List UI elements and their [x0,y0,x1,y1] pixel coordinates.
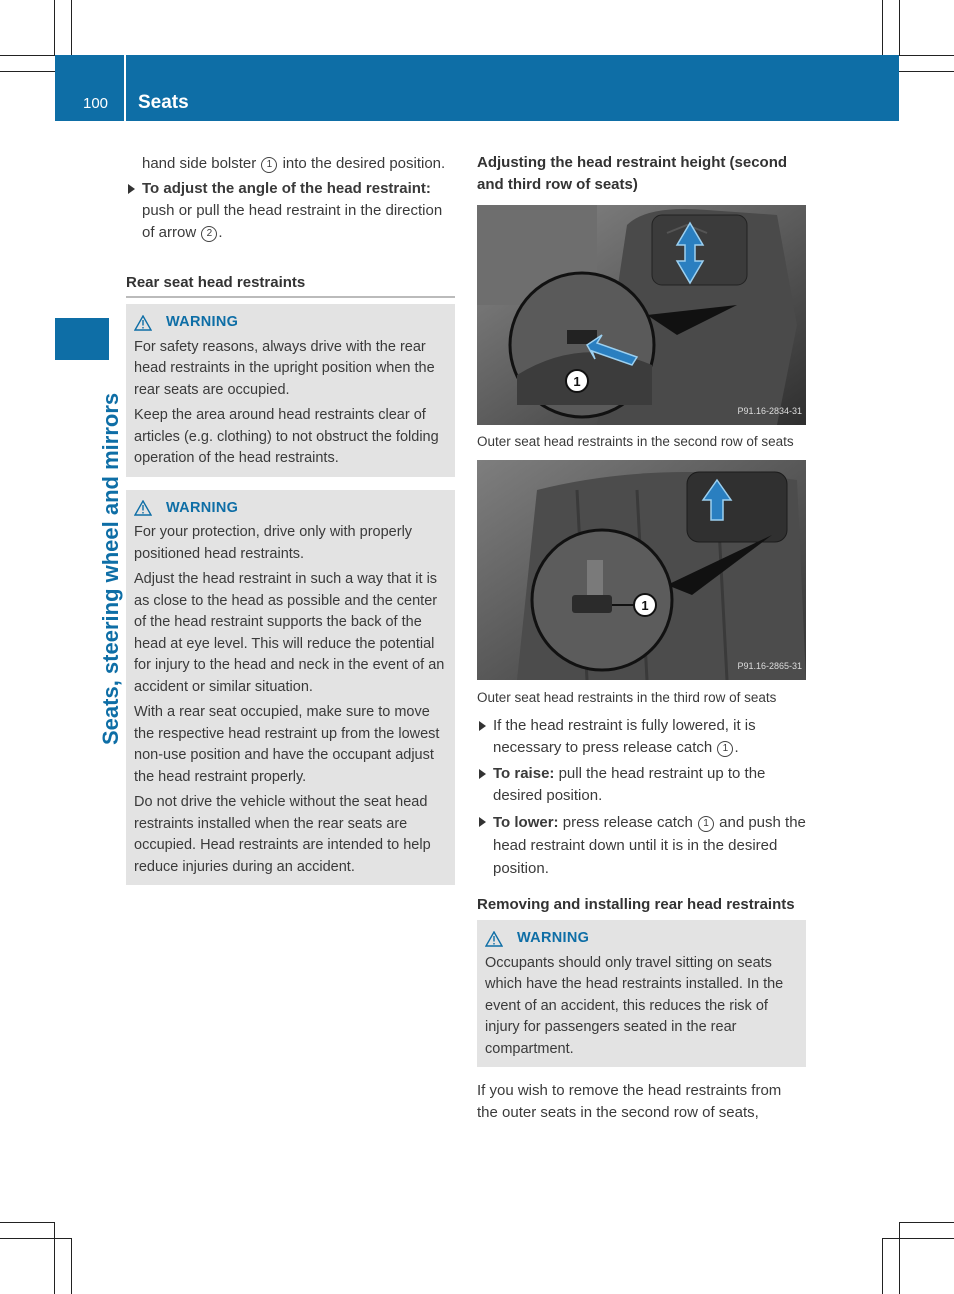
step-text: push or pull the head restraint in the direction of arrow [142,202,443,241]
page-number: 100 [83,95,109,112]
warning-box-3 [477,920,806,1067]
crop-mark [71,0,72,56]
crop-mark [899,1222,954,1223]
warning-icon [134,315,152,331]
callout-1: 1 [717,741,733,757]
crop-mark [54,1222,55,1294]
rear-heading [126,272,455,298]
warning-label: WARNING [517,930,590,946]
warning-box-1 [126,304,455,477]
callout-number: 1 [573,374,581,389]
intro-paragraph [126,153,455,175]
crop-mark [0,1238,72,1239]
crop-mark [54,0,55,56]
rear-heading-text: Rear seat head restraints [126,274,306,291]
warning-text: Do not drive the vehicle without the seat head restraints installed when the rear seats are occupied. Head restraints are intended to help reduce injuries during an accident. [134,794,431,875]
step-label: To adjust the angle of the head restraint: [142,180,431,197]
step-fully-lowered [477,715,806,759]
warning-text: Occupants should only travel sitting on seats which have the head restraints installed. In the event of an accident, this reduces the risk of injury for passengers seated in the rear compartment. [485,954,784,1057]
warning-text: Adjust the head restraint in such a way that it is as close to the head as possible and the center of the head restraint supports the back of the head at eye level. This will reduce the potential for injury to the head and neck in the event of an accident or similar situation. [134,571,445,695]
crop-mark [899,1222,900,1294]
figure-third-row [477,460,806,680]
step-text: press release catch [558,814,697,831]
callout-marker [634,594,656,616]
crop-mark [899,71,954,72]
header-divider [124,55,126,121]
warning-header [134,312,447,334]
remove-heading: Removing and installing rear head restraints [477,896,795,913]
step-text-end: and push the head restraint down until it is in the desired position. [493,814,806,877]
page-header [55,55,899,121]
step-raise [477,763,806,807]
crop-mark [882,1238,883,1294]
step-label: To lower: [493,814,559,831]
crop-mark [882,0,883,56]
crop-mark [899,55,954,56]
warning-text: For safety reasons, always drive with the rear head restraints in the upright position when the rear seats are occupied. [134,338,435,398]
step-text: If the head restraint is fully lowered, it is necessary to press release catch [493,717,756,756]
warning-text: For your protection, drive only with properly positioned head restraints. [134,524,413,562]
right-column [477,152,806,1124]
height-heading: Adjusting the head restraint height (second and third row of seats) [477,154,788,193]
chapter-title: Seats, steering wheel and mirrors [98,392,123,745]
warning-label: WARNING [166,499,239,516]
step-adjust-angle [126,178,455,244]
crop-mark [0,71,55,72]
closing-paragraph: If you wish to remove the head restraints from the outer seats in the second row of seats, [477,1082,782,1121]
intro-text: hand side bolster [142,155,261,172]
figure-caption: Outer seat head restraints in the third row of seats [477,690,777,705]
warning-label: WARNING [166,314,239,330]
step-text-end: . [218,224,223,241]
seat-illustration [477,205,806,425]
left-column [126,153,455,885]
crop-mark [899,0,900,56]
crop-mark [882,1238,954,1239]
figure-second-row [477,205,806,425]
warning-text: Keep the area around head restraints clear of articles (e.g. clothing) to not obstruct the folding operation of the head restraints. [134,407,439,466]
crop-mark [0,55,55,56]
callout-marker [566,370,588,392]
step-lower [477,811,806,880]
intro-text-end: into the desired position. [278,155,446,172]
step-label: To raise: [493,765,555,782]
figure-code: P91.16-2865-31 [737,661,802,671]
callout-1: 1 [261,157,277,173]
figure-code: P91.16-2834-31 [737,406,802,416]
warning-icon [485,931,503,947]
step-text-end: . [734,739,739,756]
section-title: Seats [138,92,189,113]
crop-mark [0,1222,55,1223]
callout-1: 1 [698,816,714,832]
warning-header [134,498,447,520]
crop-mark [71,1238,72,1294]
warning-header [485,928,798,950]
step-text: pull the head restraint up to the desired position. [493,765,766,804]
warning-box-2 [126,490,455,886]
callout-number: 1 [641,598,649,613]
seat-illustration [477,460,806,680]
callout-2: 2 [201,226,217,242]
chapter-tab [55,318,109,360]
warning-text: With a rear seat occupied, make sure to move the respective head restraint up from the lowest non-use position and have the occupant adjust the head restraint properly. [134,704,440,785]
warning-icon [134,500,152,516]
figure-caption: Outer seat head restraints in the second row of seats [477,434,794,449]
